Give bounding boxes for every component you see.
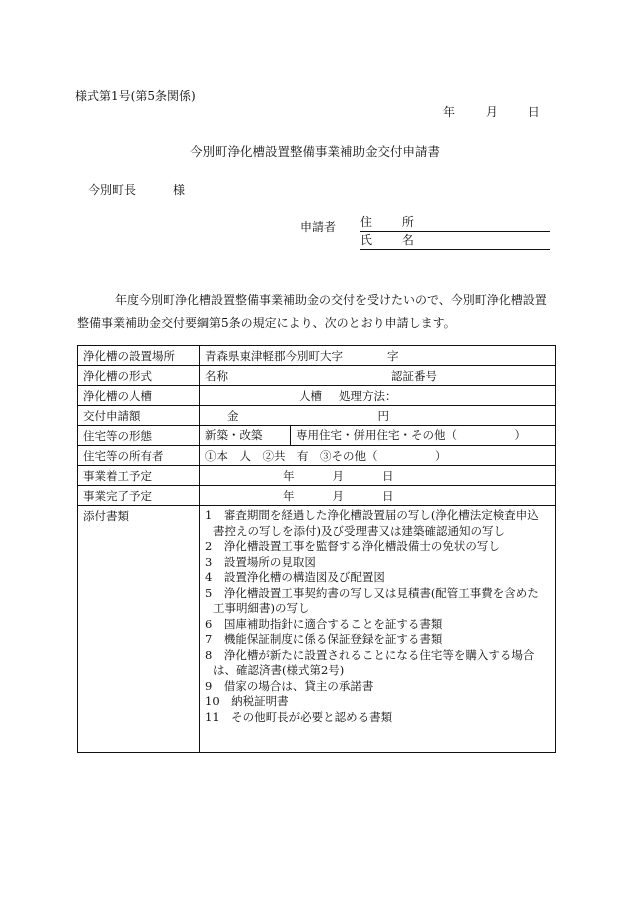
attachment-item: 11 その他町長が必要と認める書類 (205, 709, 393, 724)
start-label: 事業着工予定 (78, 466, 200, 486)
attachment-item: 2 浄化槽設置工事を監督する浄化槽設備士の免状の写し (205, 539, 500, 553)
table-row (78, 366, 556, 386)
attachment-item: 8 浄化槽が新たに設置されることになる住宅等を購入する場合 は、確認済書(様式第2号) (205, 647, 535, 677)
document-title: 今別町浄化槽設置整備事業補助金交付申請書 (189, 144, 440, 159)
table-row (78, 426, 556, 446)
name-label: 氏 名 (360, 233, 427, 247)
addressee (88, 181, 185, 198)
date-year: 年 (443, 105, 456, 119)
date-line (443, 103, 540, 120)
attachment-item: 9 借家の場合は、貸主の承諾書 (205, 678, 374, 693)
end-date[interactable]: 年 月 日 (200, 486, 556, 506)
attachment-item: 1 審査期間を経過した浄化槽設置届の写し(浄化槽法定検査申込 書控えの写しを添付)及び受理書又は建築確認通知の写し (205, 508, 539, 538)
attachment-item: 3 設置場所の見取図 (205, 554, 316, 569)
attachment-item: 7 機能保証制度に係る保証登録を証する書類 (205, 632, 443, 646)
applicant-label: 申請者 (300, 220, 337, 234)
attachment-item: 4 設置浄化槽の構造図及び配置図 (205, 570, 385, 584)
type-label: 浄化槽の形式 (78, 366, 200, 386)
addressee-name: 今別町長 (88, 183, 137, 197)
housing-label: 住宅等の形態 (78, 426, 200, 446)
capacity-label: 浄化槽の人槽 (78, 386, 200, 406)
housing-value[interactable]: 新築・改築 専用住宅・併用住宅・その他（ ） (200, 426, 556, 446)
address-label: 住 所 (360, 215, 427, 229)
amount-value[interactable]: 金 円 (200, 406, 556, 426)
table-row (78, 386, 556, 406)
capacity-value[interactable]: 人槽 処理方法： (200, 386, 556, 406)
end-label: 事業完了予定 (78, 486, 200, 506)
table-row (78, 406, 556, 426)
date-day: 日 (527, 105, 540, 119)
honorific: 様 (173, 183, 186, 197)
amount-label: 交付申請額 (78, 406, 200, 426)
type-value[interactable]: 名称 認証番号 (200, 366, 556, 386)
table-row (78, 466, 556, 486)
owner-label: 住宅等の所有者 (78, 446, 200, 466)
location-label: 浄化槽の設置場所 (78, 346, 200, 366)
table-row (78, 346, 556, 366)
application-table (77, 345, 556, 753)
start-date[interactable]: 年 月 日 (200, 466, 556, 486)
attachment-item: 6 国庫補助指針に適合することを証する書類 (205, 616, 443, 631)
table-row (78, 506, 556, 753)
table-row (78, 486, 556, 506)
attachments-label: 添付書類 (78, 506, 200, 753)
attachment-item: 10 納税証明書 (205, 694, 289, 708)
table-row (78, 446, 556, 466)
attachments-list (200, 506, 556, 753)
form-number: 様式第1号(第5条関係) (75, 89, 196, 103)
attachment-item: 5 浄化槽設置工事契約書の写し又は見積書(配管工事費を含めた 工事明細書)の写し (205, 585, 539, 615)
date-month: 月 (485, 105, 498, 119)
owner-value[interactable]: ①本 人 ②共 有 ③その他（ ） (200, 446, 556, 466)
body-text: 年度今別町浄化槽設置整備事業補助金の交付を受けたいので、今別町浄化槽設置整備事業補助金交付要綱第5条の規定により、次のとおり申請します。 (77, 293, 547, 330)
address-field[interactable] (360, 216, 550, 232)
name-field[interactable] (360, 234, 550, 250)
location-value[interactable]: 青森県東津軽郡今別町大字 字 (200, 346, 556, 366)
